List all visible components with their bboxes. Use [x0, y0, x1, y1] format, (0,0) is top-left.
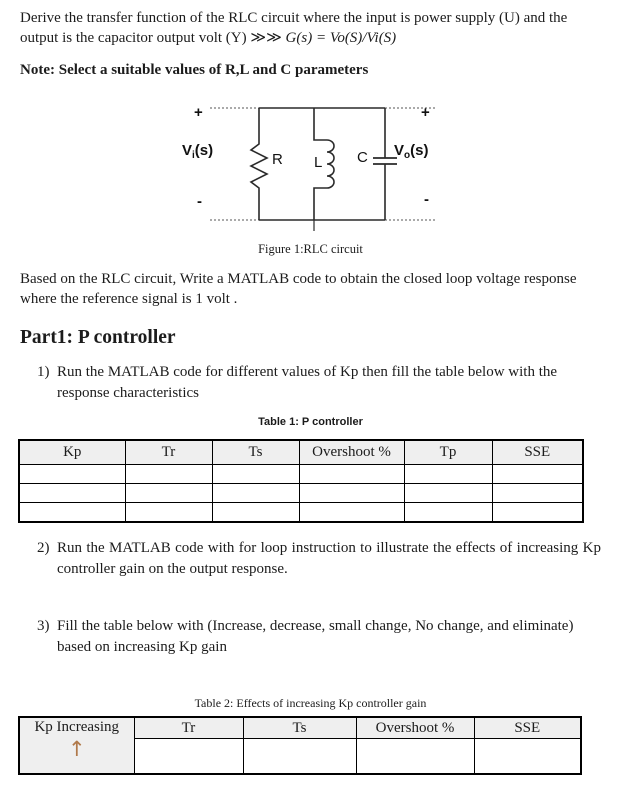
matlab-task-paragraph: Based on the RLC circuit, Write a MATLAB code to obtain the closed loop voltage response where the reference signal is 1 volt .	[20, 271, 577, 307]
table2-header-overshoot: Overshoot %	[356, 717, 474, 739]
empty-cell	[125, 484, 212, 503]
empty-cell	[212, 465, 299, 484]
empty-cell	[492, 465, 583, 484]
part1-heading: Part1: P controller	[20, 327, 176, 348]
empty-cell	[212, 484, 299, 503]
list-item-2-text: Run the MATLAB code with for loop instruction to illustrate the effects of increasing Kp controller gain on the output response.	[57, 540, 601, 577]
list-item-1-text: Run the MATLAB code for different values of Kp then fill the table below with the response characteristics	[57, 364, 558, 401]
output-plus-sign: +	[421, 104, 430, 121]
vin-rest: (s)	[194, 142, 214, 159]
table1-header-ts: Ts	[212, 440, 299, 465]
empty-cell	[125, 503, 212, 523]
output-voltage-label	[394, 144, 428, 163]
kp-up-arrow: ↑	[67, 737, 86, 761]
table1-header-kp: Kp	[19, 440, 125, 465]
empty-cell	[299, 503, 404, 523]
empty-cell	[299, 484, 404, 503]
vout-base: V	[394, 142, 405, 159]
vin-subscript: i	[192, 150, 195, 161]
table1-caption: Table 1: P controller	[258, 416, 363, 428]
empty-cell	[492, 503, 583, 523]
empty-cell	[134, 739, 243, 775]
empty-cell	[299, 465, 404, 484]
p-controller-table	[18, 439, 584, 523]
table1-header-sse: SSE	[492, 440, 583, 465]
empty-cell	[125, 465, 212, 484]
output-minus-sign: -	[424, 191, 429, 208]
list-item-3-text: Fill the table below with (Increase, decrease, small change, No change, and eliminate) based on increasing Kp gain	[57, 618, 574, 655]
transfer-function-formula: G(s) = Vo(S)/Vi(S)	[285, 30, 397, 46]
table1-empty-row	[19, 465, 583, 484]
table1-header-tp: Tp	[404, 440, 492, 465]
table1-empty-row	[19, 503, 583, 523]
circuit-wires	[251, 108, 397, 231]
empty-cell	[474, 739, 581, 775]
list-item-1	[20, 362, 601, 404]
table1-empty-row	[19, 484, 583, 503]
vout-rest: (s)	[410, 142, 429, 159]
list-item-2	[20, 538, 601, 580]
input-minus-sign: -	[197, 193, 202, 210]
vin-base: V	[182, 142, 193, 159]
empty-cell	[212, 503, 299, 523]
table1-header-row	[19, 440, 583, 465]
kp-increasing-inner	[20, 718, 134, 760]
kp-increasing-cell	[19, 717, 134, 774]
kp-increasing-label: Kp Increasing	[34, 719, 120, 735]
rlc-circuit-figure	[178, 94, 443, 234]
vout-subscript: o	[404, 150, 411, 161]
input-voltage-label	[182, 144, 213, 163]
empty-cell	[404, 484, 492, 503]
empty-cell	[404, 465, 492, 484]
resistor-label: R	[272, 151, 283, 168]
intro-text: Derive the transfer function of the RLC circuit where the input is power supply (U) and the output is the capacitor output volt (Y) ≫≫	[20, 10, 568, 46]
table1-header-overshoot: Overshoot %	[299, 440, 404, 465]
empty-cell	[19, 465, 125, 484]
figure-caption: Figure 1:RLC circuit	[258, 242, 363, 256]
terminal-dotted-wires	[210, 104, 437, 220]
table2-header-ts: Ts	[243, 717, 356, 739]
inductor-label: L	[314, 154, 323, 171]
kp-effects-table	[18, 716, 582, 775]
resistor-symbol	[251, 108, 267, 220]
list-item-3	[20, 616, 601, 658]
empty-cell	[404, 503, 492, 523]
table2-header-tr: Tr	[134, 717, 243, 739]
intro-paragraph	[20, 8, 601, 48]
empty-cell	[243, 739, 356, 775]
note-line: Note: Select a suitable values of R,L and C parameters	[20, 62, 369, 78]
table2-header-sse: SSE	[474, 717, 581, 739]
empty-cell	[19, 503, 125, 523]
list-item-3-number: 3)	[37, 618, 50, 634]
list-item-1-number: 1)	[37, 364, 50, 380]
empty-cell	[492, 484, 583, 503]
empty-cell	[19, 484, 125, 503]
list-item-2-number: 2)	[37, 540, 50, 556]
empty-cell	[356, 739, 474, 775]
table2-header-row	[19, 717, 581, 739]
input-plus-sign: +	[194, 104, 203, 121]
capacitor-label: C	[357, 149, 368, 166]
table2-caption: Table 2: Effects of increasing Kp controller gain	[194, 696, 427, 710]
table1-header-tr: Tr	[125, 440, 212, 465]
rlc-circuit-drawing	[178, 94, 443, 234]
